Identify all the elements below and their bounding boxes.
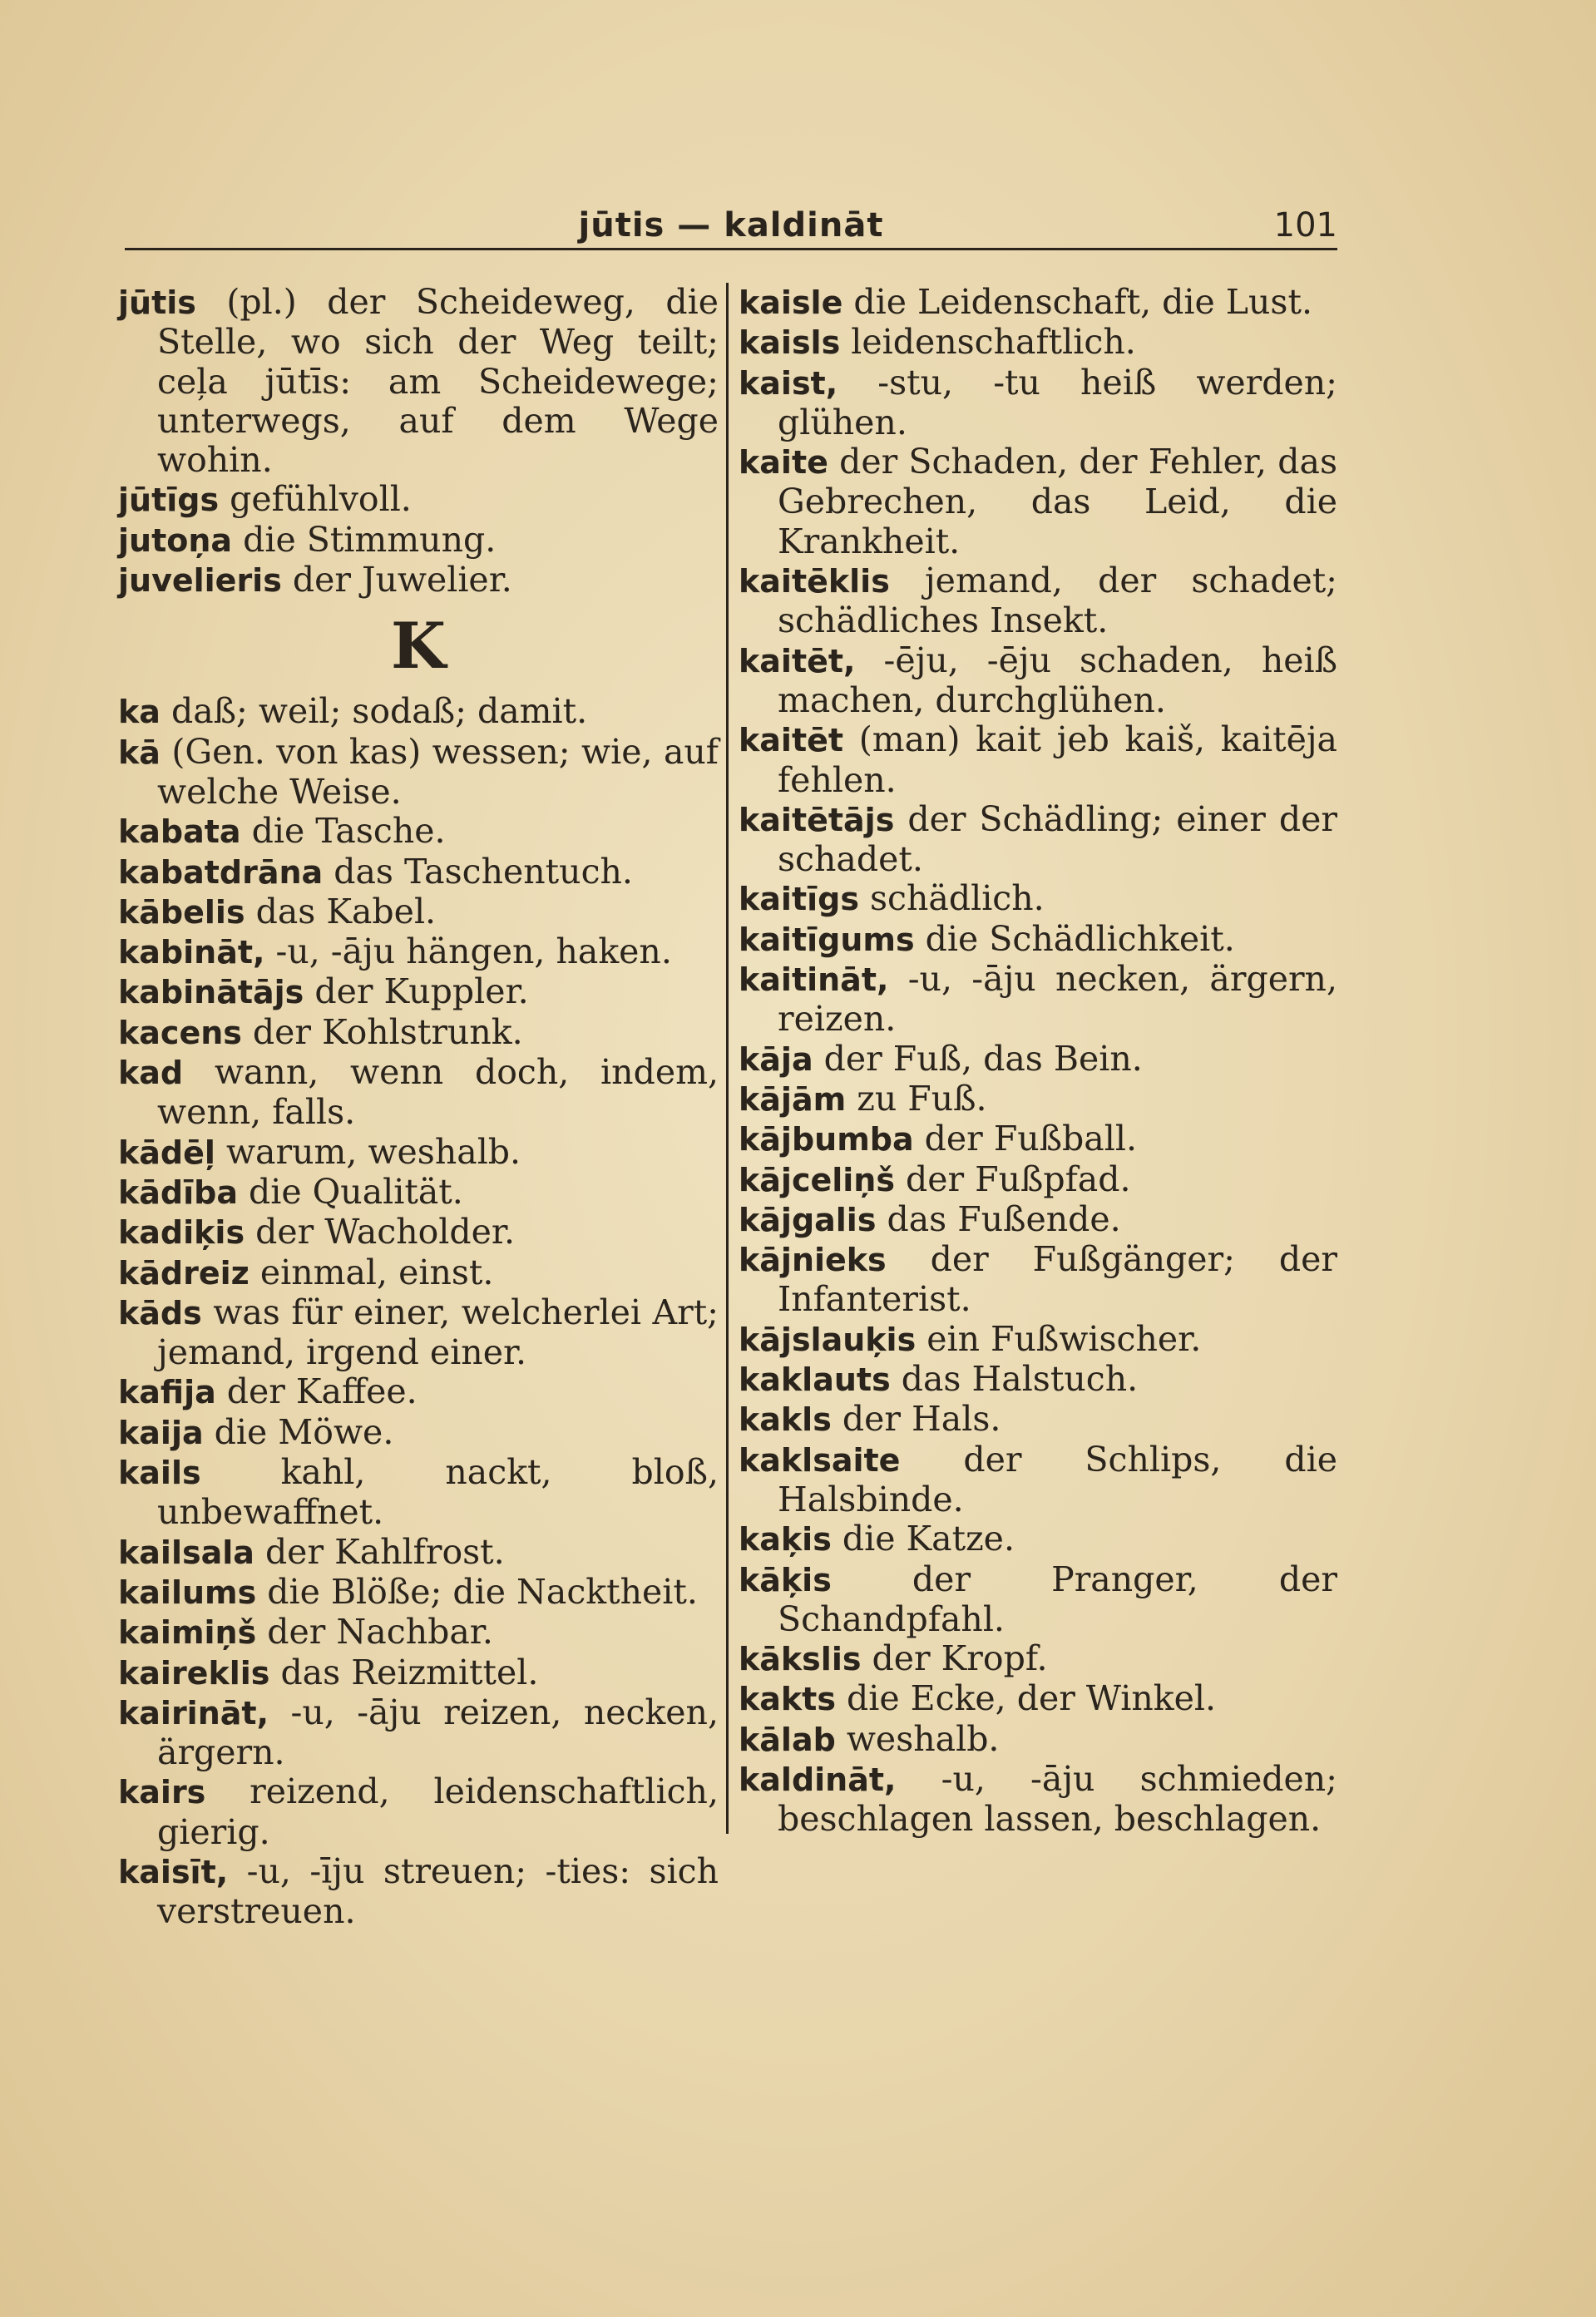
entry-headword: jūtīgs (118, 482, 220, 519)
entry-headword: kākslis (739, 1641, 862, 1678)
entry-headword: kājgalis (739, 1201, 877, 1238)
dictionary-entry (739, 1160, 1337, 1200)
dictionary-entry (118, 1533, 719, 1573)
dictionary-entry (739, 920, 1337, 960)
dictionary-entry (739, 1200, 1337, 1240)
entry-headword: kacens (118, 1014, 242, 1051)
entry-definition: die Blöße; die Nacktheit. (256, 1571, 698, 1612)
dictionary-entry (118, 1013, 719, 1053)
left-entries-k (118, 692, 719, 1931)
dictionary-entry (739, 1760, 1337, 1840)
dictionary-entry (118, 1293, 719, 1373)
entry-definition: der Kaffee. (215, 1371, 418, 1412)
entry-headword: kāķis (739, 1561, 832, 1598)
dictionary-entry (118, 1133, 719, 1173)
page-number: 101 (1273, 206, 1337, 245)
entry-definition: der Nachbar. (256, 1612, 493, 1653)
entry-definition: der Kropf. (861, 1638, 1048, 1679)
entry-headword: kabinātājs (118, 974, 304, 1011)
entry-definition: das Kabel. (245, 891, 437, 931)
dictionary-entry (118, 733, 719, 813)
dictionary-entry (739, 561, 1337, 641)
entry-headword: kairs (118, 1774, 206, 1811)
entry-headword: kādēļ (118, 1134, 215, 1171)
entry-headword: kabatdrāna (118, 853, 324, 891)
entry-definition: der Schaden, der Fehler, das Gebrechen, das Leid, die Krankheit. (778, 442, 1337, 561)
entry-headword: kaklauts (739, 1361, 891, 1399)
dictionary-entry (739, 1440, 1337, 1520)
entry-headword: kailums (118, 1573, 257, 1611)
entry-headword: kādreiz (118, 1254, 250, 1292)
entry-definition: zu Fuß. (846, 1078, 987, 1119)
entry-definition: (Gen. von kas) wessen; wie, auf welche Weise. (157, 731, 719, 812)
entry-definition: die Tasche. (240, 811, 446, 852)
entry-headword: kails (118, 1455, 201, 1492)
dictionary-entry (739, 1040, 1337, 1079)
entry-headword: kāja (739, 1040, 813, 1078)
entry-headword: kaitēt, (739, 642, 856, 679)
dictionary-entry (739, 363, 1337, 443)
dictionary-entry (739, 879, 1337, 919)
right-entries (739, 283, 1337, 1840)
entry-definition: die Ecke, der Winkel. (835, 1678, 1217, 1719)
entry-headword: kabināt, (118, 934, 265, 971)
left-entries-j (118, 283, 719, 600)
dictionary-entry (118, 1772, 719, 1852)
dictionary-entry (739, 1720, 1337, 1760)
entry-headword: juvelieris (118, 562, 282, 600)
entry-definition: der Fußball. (913, 1119, 1138, 1159)
dictionary-entry (118, 932, 719, 972)
entry-headword: jutoņa (118, 521, 233, 559)
dictionary-entry (739, 323, 1337, 363)
dictionary-entry (118, 1852, 719, 1932)
entry-headword: kaite (739, 444, 828, 482)
entry-definition: der Pranger, der Schandpfahl. (778, 1559, 1337, 1639)
entry-definition: weshalb. (835, 1718, 1000, 1759)
dictionary-entry (739, 1679, 1337, 1719)
entry-definition: ein Fußwischer. (916, 1318, 1202, 1359)
entry-definition: daß; weil; sodaß; damit. (160, 691, 588, 732)
dictionary-entry (739, 1360, 1337, 1400)
entry-definition: die Qualität. (237, 1171, 463, 1212)
entry-headword: kaimiņš (118, 1614, 257, 1652)
entry-definition: warum, weshalb. (215, 1131, 521, 1172)
dictionary-entry (118, 283, 719, 480)
entry-headword: kaitēt (739, 722, 844, 759)
entry-definition: reizend, leidenschaftlich, gierig. (157, 1771, 719, 1852)
dictionary-entry (739, 1240, 1337, 1320)
entry-definition: -u, -īju streuen; -ties: sich verstreuen. (157, 1850, 719, 1932)
dictionary-entry (739, 1519, 1337, 1559)
entry-headword: kaitināt, (739, 961, 889, 999)
entry-headword: kābelis (118, 893, 245, 931)
entry-definition: -u, -āju reizen, necken, ärgern. (157, 1692, 719, 1773)
entry-definition: -stu, -tu heiß werden; glühen. (778, 362, 1337, 442)
dictionary-entry (739, 800, 1337, 880)
entry-headword: kaisīt, (118, 1853, 229, 1890)
entry-definition: einmal, einst. (249, 1252, 494, 1292)
entry-definition: der Schädling; einer der schadet. (778, 798, 1337, 880)
dictionary-entry (739, 641, 1337, 721)
entry-definition: der Kahlfrost. (254, 1531, 505, 1572)
entry-headword: kājām (739, 1080, 847, 1118)
entry-definition: schädlich. (858, 878, 1045, 919)
entry-definition: das Halstuch. (890, 1359, 1139, 1400)
entry-headword: kailsala (118, 1534, 254, 1571)
dictionary-entry (118, 892, 719, 932)
entry-headword: kaisle (739, 284, 843, 321)
entry-headword: kaldināt, (739, 1761, 897, 1798)
entry-definition: -u, -āju hängen, haken. (264, 931, 672, 972)
dictionary-entry (739, 442, 1337, 561)
entry-headword: kaitētājs (739, 801, 895, 838)
entry-headword: kā (118, 734, 161, 771)
dictionary-entry (118, 972, 719, 1012)
entry-definition: wann, wenn doch, indem, wenn, falls. (157, 1052, 719, 1133)
entry-headword: kājbumba (739, 1121, 914, 1158)
entry-headword: kaitēklis (739, 563, 890, 600)
dictionary-entry (118, 1173, 719, 1213)
entry-definition: (man) kait jeb kaiš, kaitēja fehlen. (778, 719, 1337, 800)
entry-definition: das Taschentuch. (323, 851, 633, 892)
dictionary-entry (739, 960, 1337, 1040)
entry-headword: kadiķis (118, 1214, 245, 1252)
column-divider (726, 283, 729, 1834)
entry-headword: kaitīgs (739, 881, 859, 918)
entry-headword: kafija (118, 1374, 216, 1411)
entry-headword: kakls (739, 1401, 832, 1439)
page-header (125, 206, 1337, 250)
entry-headword: kad (118, 1055, 184, 1092)
dictionary-entry (739, 1119, 1337, 1159)
entry-definition: was für einer, welcherlei Art; jemand, irgend einer. (157, 1292, 719, 1373)
entry-definition: -u, -āju necken, ärgern, reizen. (778, 959, 1337, 1040)
dictionary-entry (118, 812, 719, 852)
entry-headword: kaķis (739, 1521, 832, 1559)
dictionary-entry (118, 1253, 719, 1293)
entry-headword: jūtis (118, 284, 196, 321)
entry-headword: ka (118, 694, 161, 731)
entry-headword: kaija (118, 1414, 204, 1451)
dictionary-entry (118, 852, 719, 892)
entry-headword: kaisls (739, 324, 841, 362)
entry-definition: der Schlips, die Halsbinde. (778, 1439, 1337, 1519)
entry-headword: kājslauķis (739, 1321, 917, 1358)
entry-definition: jemand, der schadet; schädliches Insekt. (778, 561, 1337, 641)
dictionary-entry (739, 1320, 1337, 1360)
dictionary-entry (739, 1639, 1337, 1679)
entry-definition: gefühlvoll. (219, 479, 412, 520)
dictionary-entry (118, 692, 719, 732)
dictionary-entry (118, 1213, 719, 1252)
entry-headword: kakts (739, 1681, 836, 1718)
dictionary-entry (118, 1413, 719, 1453)
entry-definition: der Kohlstrunk. (241, 1011, 523, 1052)
entry-definition: das Reizmittel. (269, 1652, 539, 1692)
dictionary-entry (118, 561, 719, 600)
entry-definition: -u, -āju schmieden; beschlagen lassen, beschlagen. (778, 1758, 1337, 1840)
left-column (118, 283, 719, 1932)
dictionary-entry (118, 1372, 719, 1412)
entry-headword: kabata (118, 813, 241, 851)
entry-headword: kājceliņš (739, 1161, 895, 1198)
entry-definition: das Fußende. (876, 1198, 1121, 1239)
dictionary-entry (118, 1573, 719, 1613)
entry-definition: die Möwe. (203, 1411, 394, 1452)
entry-definition: der Wacholder. (245, 1212, 516, 1252)
entry-headword: kaklsaite (739, 1441, 901, 1479)
entry-definition: -ēju, -ēju schaden, heiß machen, durchglühen. (778, 640, 1337, 720)
section-letter: K (390, 609, 447, 684)
dictionary-entry (739, 720, 1337, 800)
entry-definition: die Schädlichkeit. (914, 918, 1235, 959)
dictionary-entry (118, 480, 719, 520)
dictionary-entry (739, 1400, 1337, 1440)
dictionary-entry (739, 1079, 1337, 1119)
entry-definition: kahl, nackt, bloß, unbewaffnet. (157, 1452, 719, 1533)
entry-headword: kairināt, (118, 1694, 269, 1732)
entry-definition: (pl.) der Scheideweg, die Stelle, wo sich der Weg teilt; ceļa jūtīs: am Scheidewege; unterwegs, auf dem Wege wohin. (157, 282, 719, 481)
entry-definition: der Fußgänger; der Infanterist. (778, 1239, 1337, 1320)
entry-headword: kaitīgums (739, 921, 915, 958)
dictionary-entry (118, 1053, 719, 1133)
dictionary-entry (118, 1613, 719, 1653)
running-head: jūtis — kaldināt (578, 206, 884, 245)
entry-definition: die Katze. (831, 1519, 1015, 1559)
entry-definition: der Hals. (831, 1399, 1001, 1440)
dictionary-entry (739, 283, 1337, 323)
dictionary-entry (118, 1453, 719, 1533)
entry-headword: kāds (118, 1294, 202, 1331)
dictionary-entry (739, 1560, 1337, 1640)
entry-definition: der Kuppler. (304, 971, 529, 1012)
dictionary-entry (118, 521, 719, 561)
dictionary-entry (118, 1653, 719, 1693)
entry-definition: der Fuß, das Bein. (813, 1038, 1143, 1079)
entry-headword: kālab (739, 1721, 836, 1758)
entry-headword: kādība (118, 1173, 238, 1211)
entry-headword: kaireklis (118, 1654, 270, 1692)
entry-definition: die Leidenschaft, die Lust. (842, 282, 1312, 322)
entry-headword: kājnieks (739, 1242, 887, 1279)
entry-definition: die Stimmung. (232, 519, 497, 560)
entry-headword: kaist, (739, 364, 838, 402)
dictionary-entry (118, 1693, 719, 1773)
entry-definition: leidenschaftlich. (840, 322, 1136, 363)
entry-definition: der Fußpfad. (894, 1158, 1131, 1199)
entry-definition: der Juwelier. (281, 560, 512, 600)
right-column (739, 283, 1337, 1840)
